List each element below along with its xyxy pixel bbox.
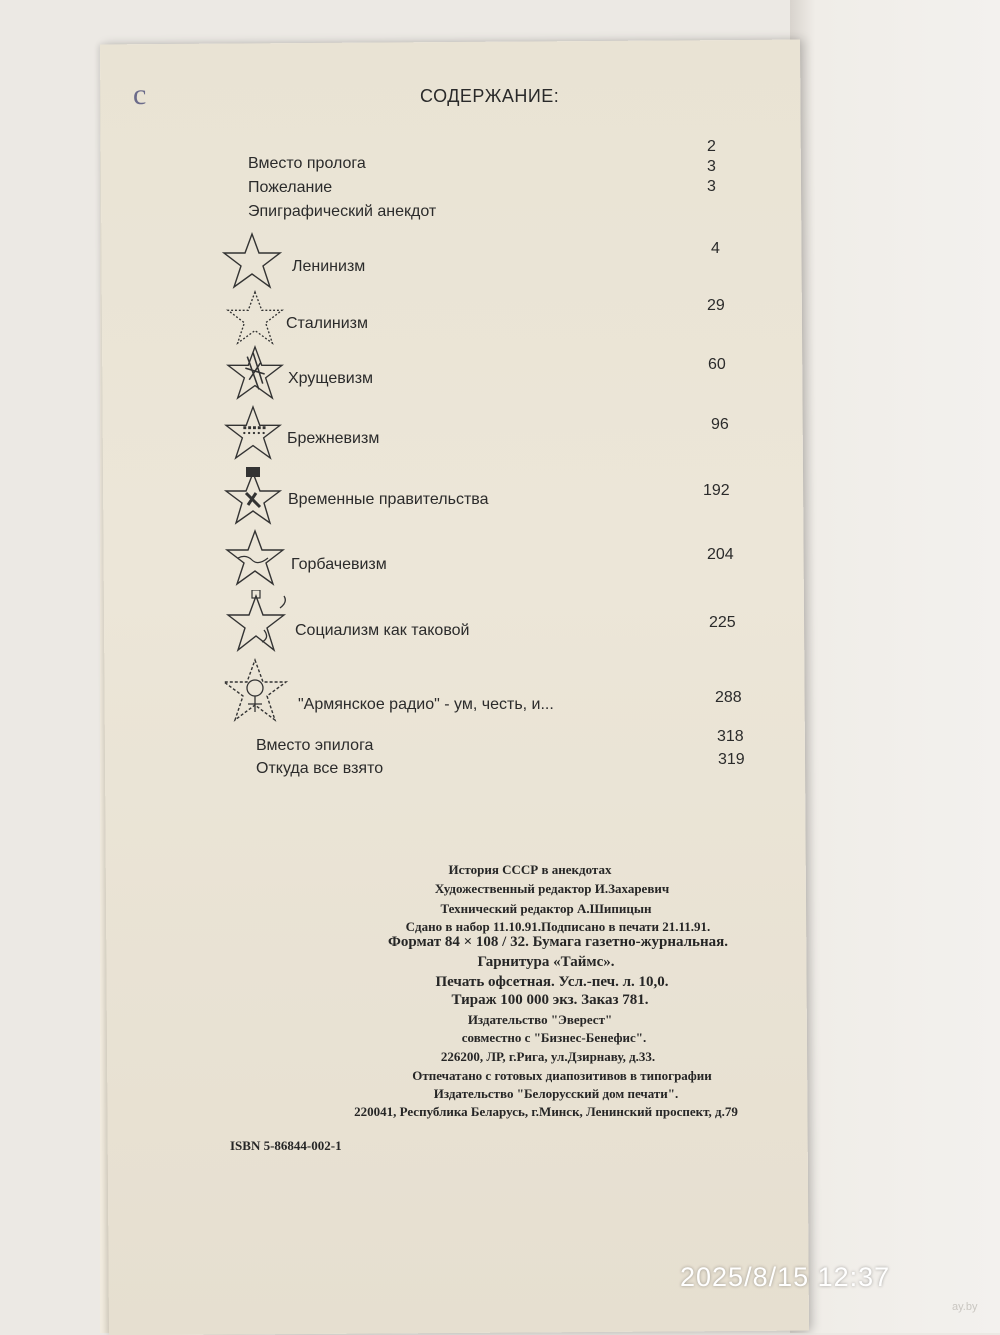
imprint-line: совместно с "Бизнес-Бенефис". [461,1030,647,1045]
dotted-star-icon [226,290,284,346]
toc-title: СОДЕРЖАНИЕ: [420,86,560,106]
toc-entry-page: 318 [717,728,744,745]
toc-entry-page: 3 [707,178,716,195]
toc-chapter-page: 288 [715,689,742,706]
pencil-mark: с [133,78,147,111]
toc-chapter-page: 192 [703,482,730,499]
toc-entry-page: 2 [707,138,716,155]
imprint-line: 226200, ЛР, г.Рига, ул.Дзирнаву, д.33. [440,1049,656,1064]
toc-entry-page: 3 [707,158,716,175]
toc-chapter-label: Временные правительства [288,491,489,508]
toc-chapter-page: 225 [709,614,736,631]
background-surface [790,0,1000,1333]
toc-entry-label: Эпиграфический анекдот [248,203,437,220]
toc-chapter-label: Сталинизм [286,315,368,332]
imprint-line: История СССР в анекдотах [448,862,612,877]
hammer-star-icon [222,465,284,527]
isbn-label: ISBN 5-86844-002-1 [230,1138,342,1153]
imprint-line: Гарнитура «Таймс». [477,954,615,970]
toc-entry-label: Вместо эпилога [256,737,374,754]
toc-entry-label: Откуда все взято [256,760,384,777]
toc-entry-page: 319 [718,751,745,768]
imprint-line: Печать офсетная. Усл.-печ. л. 10,0. [435,974,669,990]
imprint-line: Отпечатано с готовых диапозитивов в типографии [412,1068,712,1083]
toc-chapter-page: 29 [707,297,725,314]
toc-chapter-label: Брежневизм [287,430,380,447]
radio-star-icon [220,656,290,724]
imprint-line: 220041, Республика Беларусь, г.Минск, Ленинский проспект, д.79 [354,1104,738,1119]
imprint-line: Сдано в набор 11.10.91.Подписано в печати 21.11.91. [405,919,711,934]
imprint-line: Издательство "Белорусский дом печати". [433,1086,679,1101]
imprint-line: Формат 84 × 108 / 32. Бумага газетно-журнальная. [388,934,728,950]
toc-chapter-label: Ленинизм [292,258,366,275]
site-watermark: ay.by [952,1301,978,1313]
toc-chapter-label: Горбачевизм [291,556,387,573]
imprint-line: Технический редактор А.Шипицын [440,901,652,916]
medals-star-icon [224,405,282,461]
book-page [100,40,809,1335]
toc-chapter-page: 4 [711,240,720,257]
toc-chapter-label: Социализм как таковой [295,622,470,639]
toc-entry-label: Пожелание [248,179,333,196]
map-star-icon [224,528,286,588]
bound-star-icon [222,590,290,656]
corn-star-icon [226,345,284,401]
toc-chapter-page: 204 [707,546,734,563]
toc-chapter-label: "Армянское радио" - ум, честь, и... [298,696,554,713]
imprint-line: Тираж 100 000 экз. Заказ 781. [451,992,649,1008]
plain-star-icon [222,232,282,290]
toc-chapter-page: 60 [708,356,726,373]
photo-timestamp: 2025/8/15 12:37 [680,1262,891,1292]
toc-chapter-label: Хрущевизм [288,370,374,387]
imprint-line: Художественный редактор И.Захаревич [434,881,670,896]
toc-chapter-page: 96 [711,416,729,433]
toc-entry-label: Вместо пролога [248,155,366,172]
imprint-line: Издательство "Эверест" [467,1012,613,1027]
